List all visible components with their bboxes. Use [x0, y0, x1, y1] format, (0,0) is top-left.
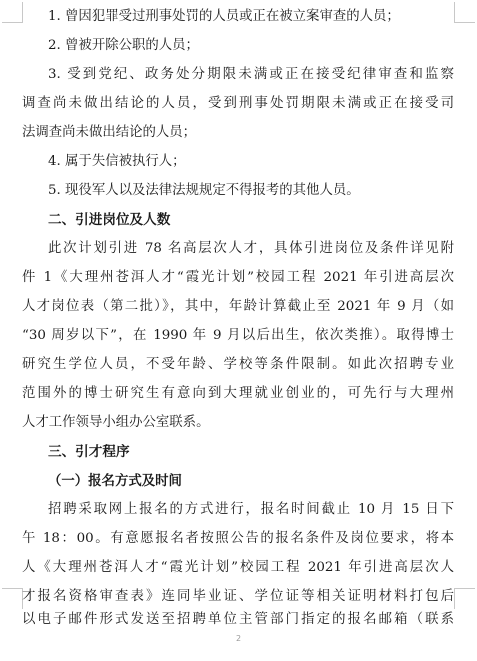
- paragraph-line: 件 1《大理州苍洱人才“霞光计划”校园工程 2021 年引进高层次: [22, 270, 454, 285]
- paragraph-line: 法调查尚未做出结论的人员；: [22, 125, 197, 140]
- paragraph-line: 人《大理州苍洱人才“霞光计划”校园工程 2021 年引进高层次人: [22, 560, 454, 575]
- paragraph-line: 调查尚未做出结论的人员，受到刑事处罚期限未满或正在接受司: [22, 96, 454, 111]
- crop-mark-bottom-left: [2, 588, 23, 609]
- list-item-3: 3. 受到党纪、政务处分期限未满或正在接受纪律审查和监察: [48, 67, 454, 82]
- paragraph-line: 午 18：00。有意愿报名者按照公告的报名条件及岗位要求，将本: [22, 531, 454, 546]
- paragraph-line: “30 周岁以下”，在 1990 年 9 月以后出生，依次类推）。取得博士: [22, 328, 454, 343]
- paragraph-line: 研究生学位人员，不受年龄、学校等条件限制。如此次招聘专业: [22, 357, 454, 372]
- list-item-4: 4. 属于失信被执行人；: [48, 154, 186, 169]
- paragraph-line: 人才岗位表（第二批）》，其中，年龄计算截止至 2021 年 9 月（如: [22, 299, 454, 314]
- paragraph-line: 才报名资格审查表》连同毕业证、学位证等相关证明材料打包后: [22, 589, 454, 604]
- subsection-heading: （一）报名方式及时间: [48, 473, 182, 489]
- list-item-2: 2. 曾被开除公职的人员；: [48, 38, 199, 53]
- list-item-5: 5. 现役军人以及法律法规规定不得报考的其他人员。: [48, 183, 360, 198]
- paragraph-line: 人才工作领导小组办公室联系。: [22, 415, 210, 430]
- crop-mark-bottom-right: [454, 588, 475, 609]
- paragraph-line: 以电子邮件形式发送至招聘单位主管部门指定的报名邮箱（联系: [22, 612, 454, 627]
- list-item-1: 1. 曾因犯罪受过刑事处罚的人员或正在被立案审查的人员；: [48, 9, 400, 24]
- section-heading-3: 三、引才程序: [48, 444, 130, 460]
- crop-mark-top-right: [454, 2, 475, 23]
- page-number: 2: [235, 634, 242, 643]
- crop-mark-top-left: [2, 2, 23, 23]
- paragraph-line: 招聘采取网上报名的方式进行，报名时间截止 10 月 15 日下: [48, 502, 454, 517]
- paragraph-line: 此次计划引进 78 名高层次人才，具体引进岗位及条件详见附: [48, 241, 454, 256]
- section-heading-2: 二、引进岗位及人数: [48, 212, 171, 228]
- paragraph-line: 范围外的博士研究生有意向到大理就业创业的，可先行与大理州: [22, 386, 454, 401]
